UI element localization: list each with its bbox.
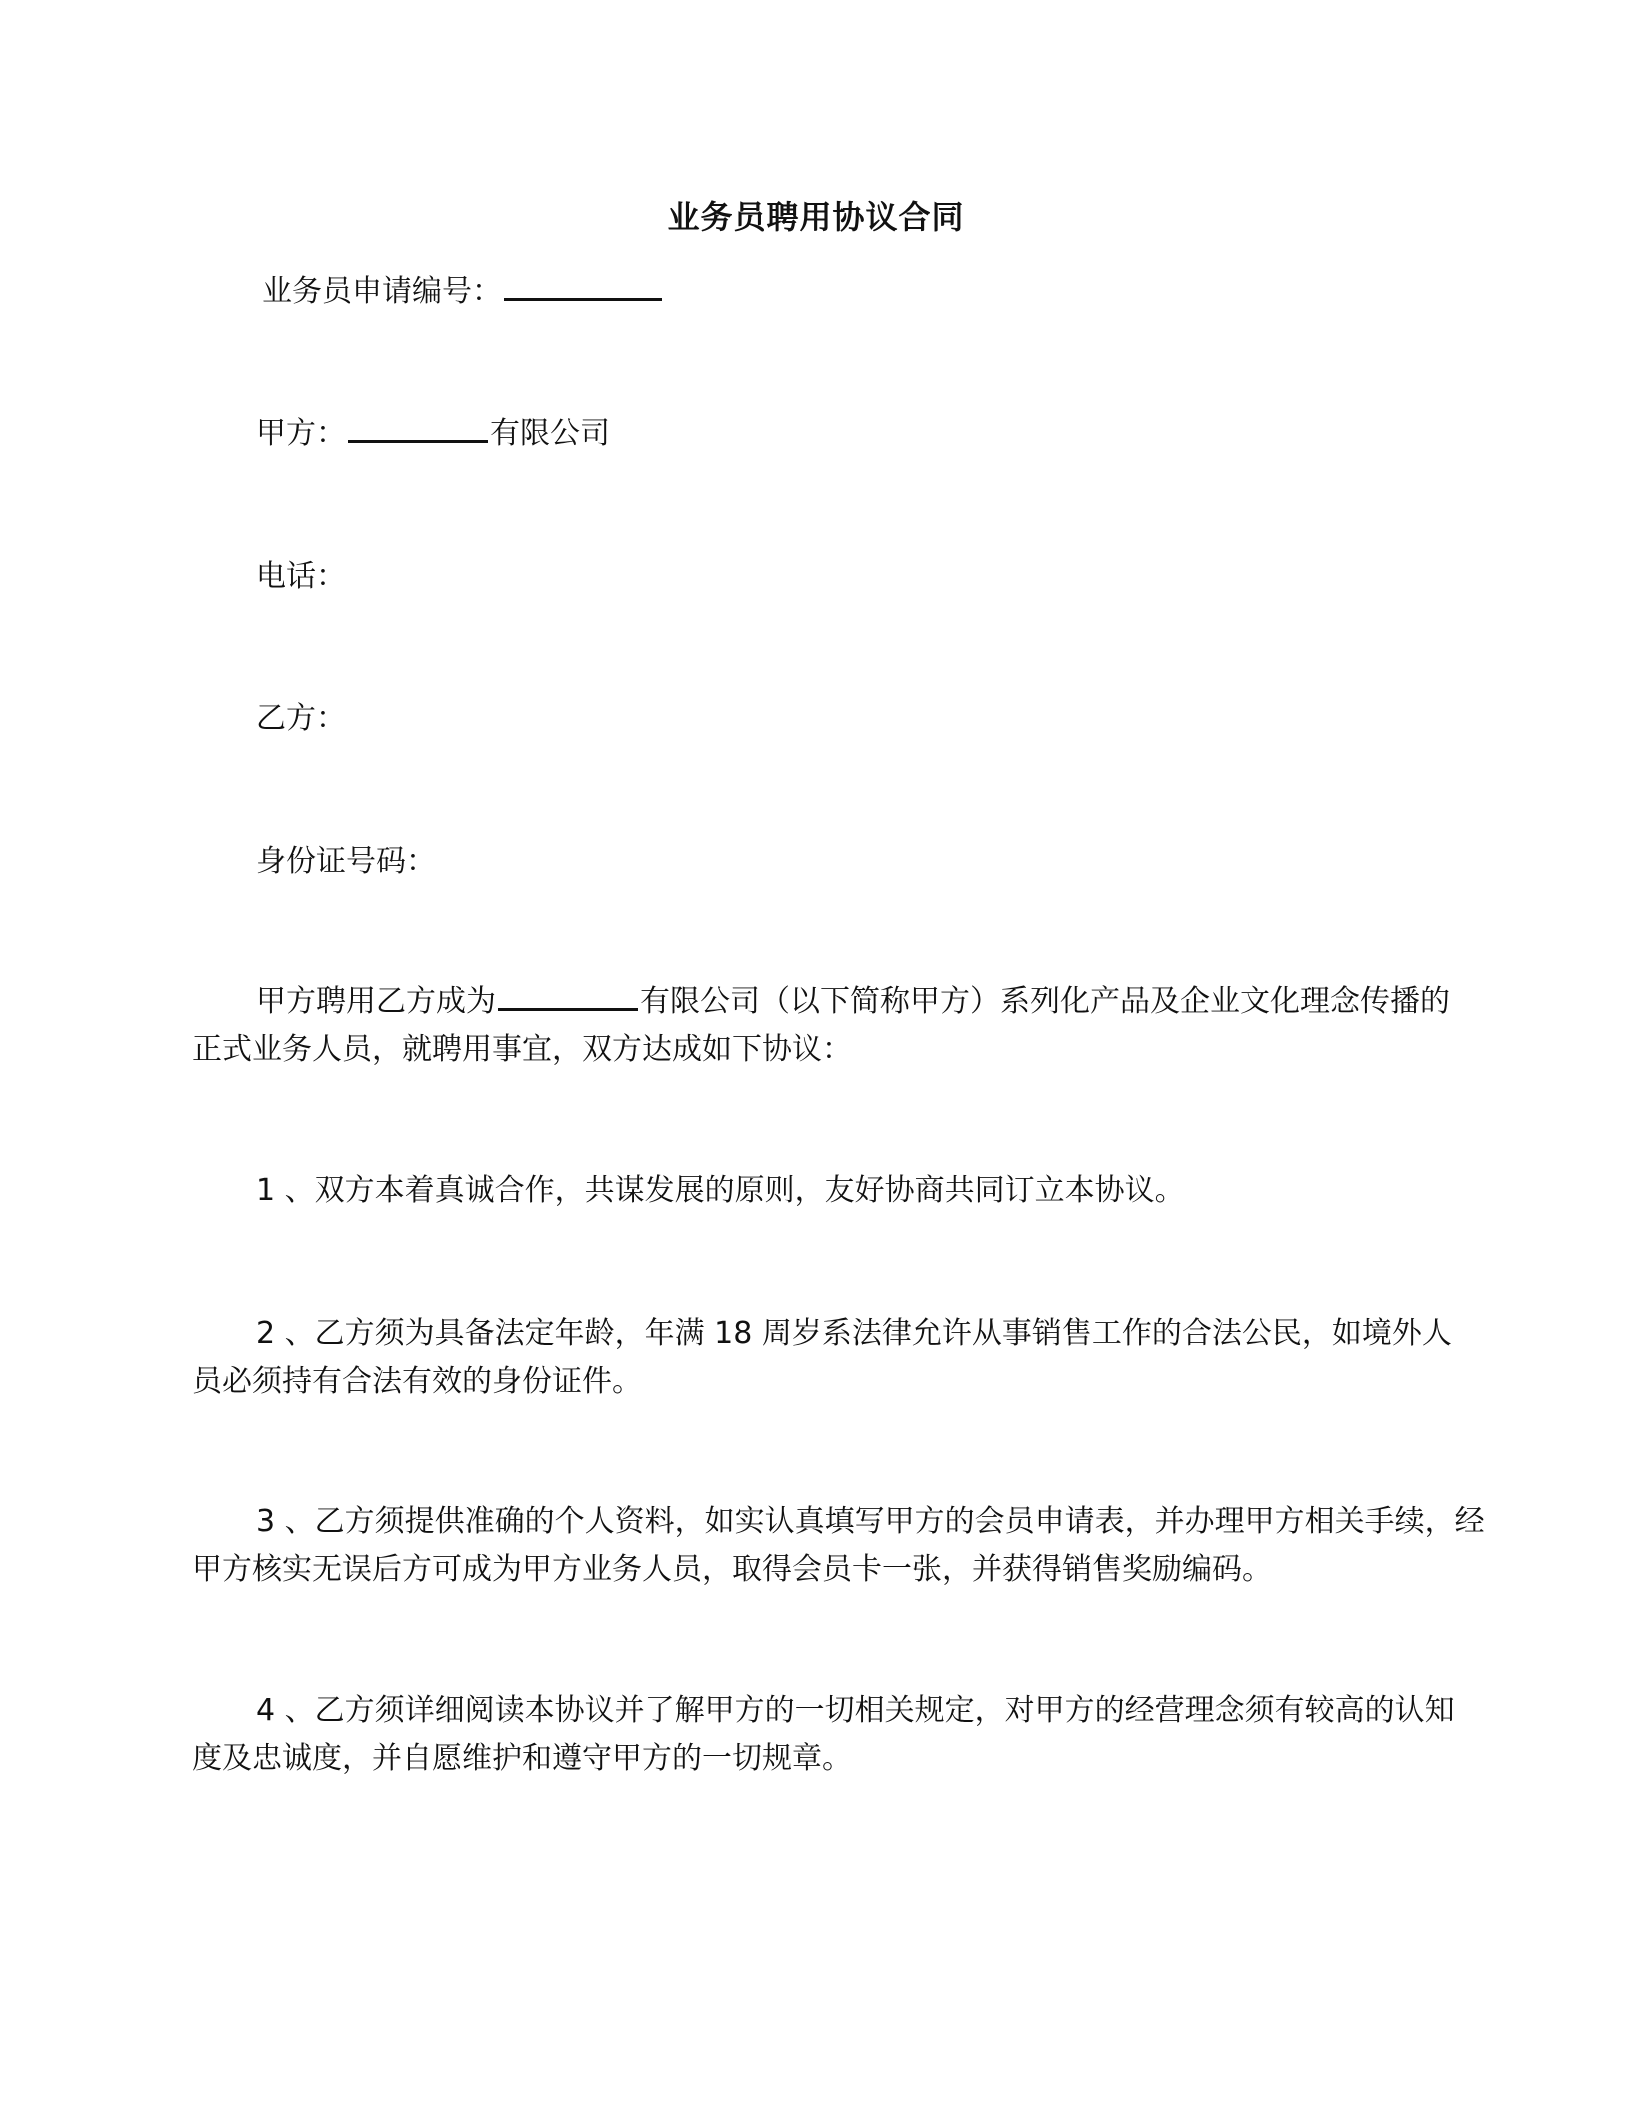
application-number-field [262, 268, 664, 316]
intro-company-blank[interactable] [498, 978, 638, 1011]
phone-label: 电话： [256, 559, 346, 594]
party-b-field [256, 695, 346, 743]
clause-4: 4 、乙方须详细阅读本协议并了解甲方的一切相关规定，对甲方的经营理念须有较高的认知度及忠诚度，并自愿维护和遵守甲方的一切规章。 [192, 1693, 1455, 1776]
clause-1: 1 、双方本着真诚合作，共谋发展的原则，友好协商共同订立本协议。 [256, 1173, 1185, 1208]
party-b-label: 乙方： [256, 701, 346, 736]
party-a-suffix: 有限公司 [490, 416, 610, 451]
phone-field [256, 553, 346, 601]
intro-paragraph [192, 978, 1462, 1074]
party-a-field [256, 410, 610, 458]
document-title: 业务员聘用协议合同 [667, 198, 965, 236]
intro-text-before: 甲方聘用乙方成为 [256, 984, 496, 1019]
party-a-label: 甲方： [256, 416, 346, 451]
application-number-label: 业务员申请编号： [262, 274, 502, 309]
intro-text-after: 有限公司（以下简称甲方）系列化产品及企业文化理念传播的正式业务人员，就聘用事宜，双方达成如下协议： [192, 984, 1450, 1067]
clause-3: 3 、乙方须提供准确的个人资料，如实认真填写甲方的会员申请表，并办理甲方相关手续，经甲方核实无误后方可成为甲方业务人员，取得会员卡一张，并获得销售奖励编码。 [192, 1504, 1485, 1587]
application-number-blank[interactable] [504, 268, 662, 301]
id-number-field [256, 838, 436, 886]
clause-2: 2 、乙方须为具备法定年龄，年满 18 周岁系法律允许从事销售工作的合法公民，如境外人员必须持有合法有效的身份证件。 [192, 1316, 1452, 1399]
party-a-blank[interactable] [348, 410, 488, 443]
id-number-label: 身份证号码： [256, 844, 436, 879]
